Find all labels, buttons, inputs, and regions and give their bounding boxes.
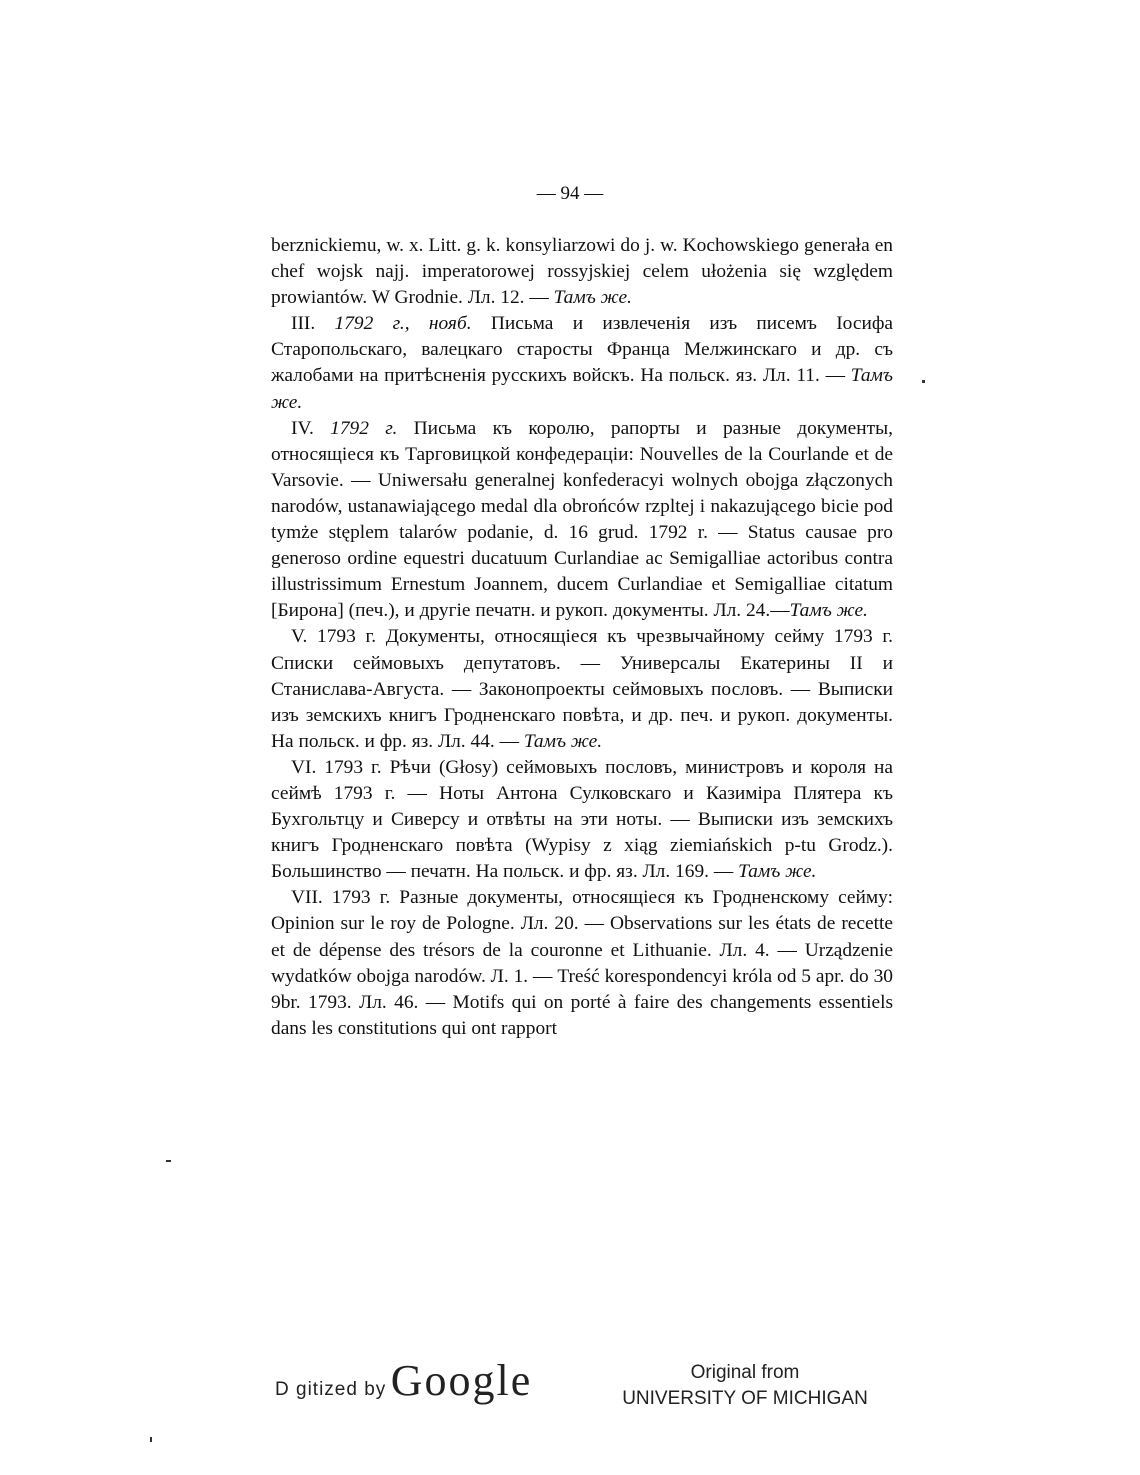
university-name: UNIVERSITY OF MICHIGAN [622, 1388, 868, 1409]
italic-text: 1792 г., нояб. [334, 313, 472, 335]
italic-text: 1792 г. [330, 417, 398, 439]
scan-speck [150, 1437, 152, 1442]
paragraph [271, 311, 893, 415]
text-run: Письма къ королю, рапорты и разные документы, относящіеся къ Тарговицкой конфедераціи: Nouvelles de la Courlande et de Varsovie. — Uniwersału generalnej konfederacyi wolnych obojga złączonych narodów, ustanawiającego medal dla obrońców rzpltej i nakazującego bicie pod tymże stęplem talarów podanie, d. 16 grud. 1792 r. — Status causae pro generoso ordine equestri ducatuum Curlandiae ac Semigalliae actoribus contra illustrissimum Ernestum Joannem, ducem Curlandiae et Semigalliae citatum [Бирона] (печ.), и другіе печатн. и рукоп. документы. Лл. 24.— [271, 417, 893, 622]
digitized-by-label: D gitized by [275, 1379, 387, 1400]
text-run: III. [291, 313, 335, 335]
scan-speck [922, 380, 925, 383]
italic-text: Тамъ же. [553, 287, 632, 309]
paragraph [271, 755, 893, 885]
italic-text: Тамъ же. [738, 861, 817, 883]
text-run: VII. 1793 г. Разные документы, относящіеся къ Гродненскому сейму: Opinion sur le roy de Pologne. Лл. 20. — Observations sur les états de recette et de dépense des trésors de la couronne et Lithuanie. Лл. 4. — Urządzenie wydatków obojga narodów. Л. 1. — Treść korespondencyi króla od 5 apr. do 30 9br. 1793. Лл. 46. — Motifs qui on porté à faire des changements essentiels dans les constitutions qui ont rapport [271, 887, 893, 1039]
original-from-notice [620, 1360, 870, 1412]
italic-text: Тамъ же. [523, 730, 603, 752]
scan-speck [166, 1160, 171, 1162]
body-text [271, 233, 893, 1042]
italic-text: Тамъ же. [271, 365, 893, 413]
google-logo-text: Google [390, 1356, 533, 1405]
text-run: VI. 1793 г. Рѣчи (Głosy) сеймовыхъ пословъ, министровъ и короля на сеймѣ 1793 г. — Ноты Антона Сулковскаго и Казиміра Плятера къ Бухгольтцу и Сиверсу и отвѣты на эти ноты. — Выписки изъ земскихъ книгъ Гродненскаго повѣта (Wypisy z xiąg ziemiańskich p-tu Grodz.). Большинство — печатн. На польск. и фр. яз. Лл. 169. — [271, 756, 893, 883]
paragraph [271, 416, 893, 625]
page-number: — 94 — [536, 183, 604, 204]
text-run: berznickiemu, w. x. Litt. g. k. konsyliarzowi do j. w. Kochowskiego generała en chef wojsk najj. imperatorowej rossyjskiej celem ułożenia się względem prowiantów. W Grodnie. Лл. 12. — [271, 235, 893, 309]
paragraph [271, 233, 893, 311]
text-run: IV. [291, 417, 331, 439]
paragraph [271, 624, 893, 754]
digitized-by-watermark [275, 1355, 532, 1406]
paragraph [271, 885, 893, 1042]
original-from-label: Original from [690, 1362, 800, 1383]
italic-text: Тамъ же. [789, 600, 868, 622]
text-run: Письма и извлеченія изъ писемъ Іосифа Старопольскаго, валецкаго старосты Франца Мелжинскаго и др. съ жалобами на притѣсненія русскихъ войскъ. На польск. яз. Лл. 11. — [271, 313, 893, 387]
text-run: V. 1793 г. Документы, относящіеся къ чрезвычайному сейму 1793 г. Списки сеймовыхъ депутатовъ. — Универсалы Екатерины II и Станислава-Августа. — Законопроекты сеймовыхъ пословъ. — Выписки изъ земскихъ книгъ Гродненскаго повѣта, и др. печ. и рукоп. документы. На польск. и фр. яз. Лл. 44. — [271, 626, 893, 752]
